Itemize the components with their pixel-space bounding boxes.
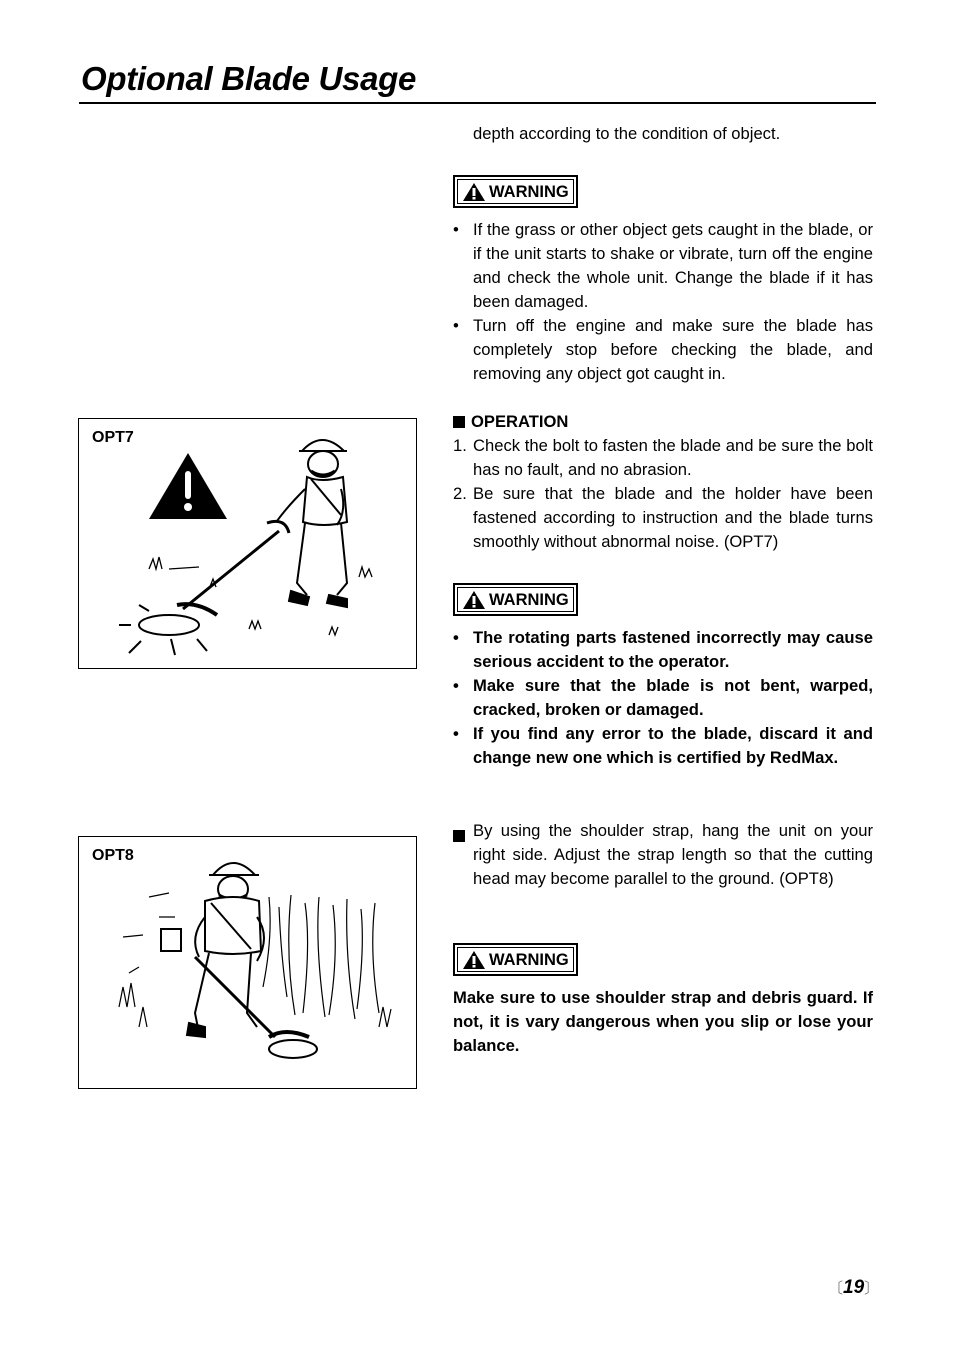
list-item: • The rotating parts fastened incorrectly may cause serious accident to the operator. bbox=[453, 628, 873, 671]
warning-3-text-block bbox=[453, 986, 873, 1058]
operation-section bbox=[453, 410, 873, 554]
warning-1-list bbox=[453, 218, 873, 386]
trimmer-shaft bbox=[183, 521, 289, 609]
list-item: 2. Be sure that the blade and the holder have been fastened according to instruction and the blade turns smoothly without abnormal noise. (OPT7) bbox=[453, 484, 873, 551]
warning-label-3 bbox=[453, 943, 578, 976]
warning-3-text: Make sure to use shoulder strap and debris guard. If not, it is vary dangerous when you slip or lose your balance. bbox=[453, 988, 873, 1055]
cutting-head bbox=[119, 604, 217, 655]
list-item: • Turn off the engine and make sure the blade has completely stop before checking the blade, and removing any object got caught in. bbox=[453, 316, 873, 383]
warning-triangle-icon bbox=[149, 453, 227, 519]
warning-label-2 bbox=[453, 583, 578, 616]
square-bullet-icon bbox=[453, 830, 465, 842]
list-item bbox=[453, 819, 873, 891]
figure-label-opt7: OPT7 bbox=[92, 429, 134, 446]
warning-label-text: WARNING bbox=[489, 590, 569, 609]
trimmer-shaft bbox=[195, 957, 275, 1037]
warning-triangle-icon bbox=[462, 950, 486, 970]
warning-label-text: WARNING bbox=[489, 950, 569, 969]
list-item: • If you find any error to the blade, discard it and change new one which is certified by RedMax. bbox=[453, 724, 873, 767]
operator-figure bbox=[277, 440, 347, 607]
operation-heading: OPERATION bbox=[453, 410, 873, 434]
cutting-head bbox=[269, 1032, 317, 1058]
warning-2-list bbox=[453, 626, 873, 770]
intro-text: depth according to the condition of object. bbox=[473, 124, 781, 143]
grass bbox=[149, 557, 372, 635]
list-item: • If the grass or other object gets caught in the blade, or if the unit starts to shake or vibrate, turn off the engine and check the whole unit. Change the blade if it has been damaged. bbox=[453, 220, 873, 311]
opt8-illustration bbox=[79, 837, 418, 1090]
warning-label-1 bbox=[453, 175, 578, 208]
warning-triangle-icon bbox=[462, 182, 486, 202]
warning-box-3 bbox=[453, 943, 873, 977]
intro-text-block bbox=[453, 122, 873, 146]
figure-opt7 bbox=[78, 418, 417, 669]
strap-section bbox=[453, 819, 873, 891]
list-item: • Make sure that the blade is not bent, warped, cracked, broken or damaged. bbox=[453, 676, 873, 719]
list-item: 1. Check the bolt to fasten the blade and be sure the bolt has no fault, and no abrasion. bbox=[453, 436, 873, 479]
warning-triangle-icon bbox=[462, 590, 486, 610]
square-bullet-icon bbox=[453, 416, 465, 428]
warning-label-text: WARNING bbox=[489, 182, 569, 201]
warning-box-1 bbox=[453, 175, 873, 209]
page-number: 〔19〕 bbox=[828, 1277, 880, 1298]
opt7-illustration bbox=[79, 419, 418, 670]
page-title: Optional Blade Usage bbox=[81, 60, 417, 97]
warning-box-2 bbox=[453, 583, 873, 617]
title-rule bbox=[79, 102, 876, 104]
figure-opt8 bbox=[78, 836, 417, 1089]
figure-label-opt8: OPT8 bbox=[92, 847, 134, 864]
strap-paragraph: By using the shoulder strap, hang the unit on your right side. Adjust the strap length so that the cutting head may become parallel to the ground. (OPT8) bbox=[473, 821, 873, 888]
